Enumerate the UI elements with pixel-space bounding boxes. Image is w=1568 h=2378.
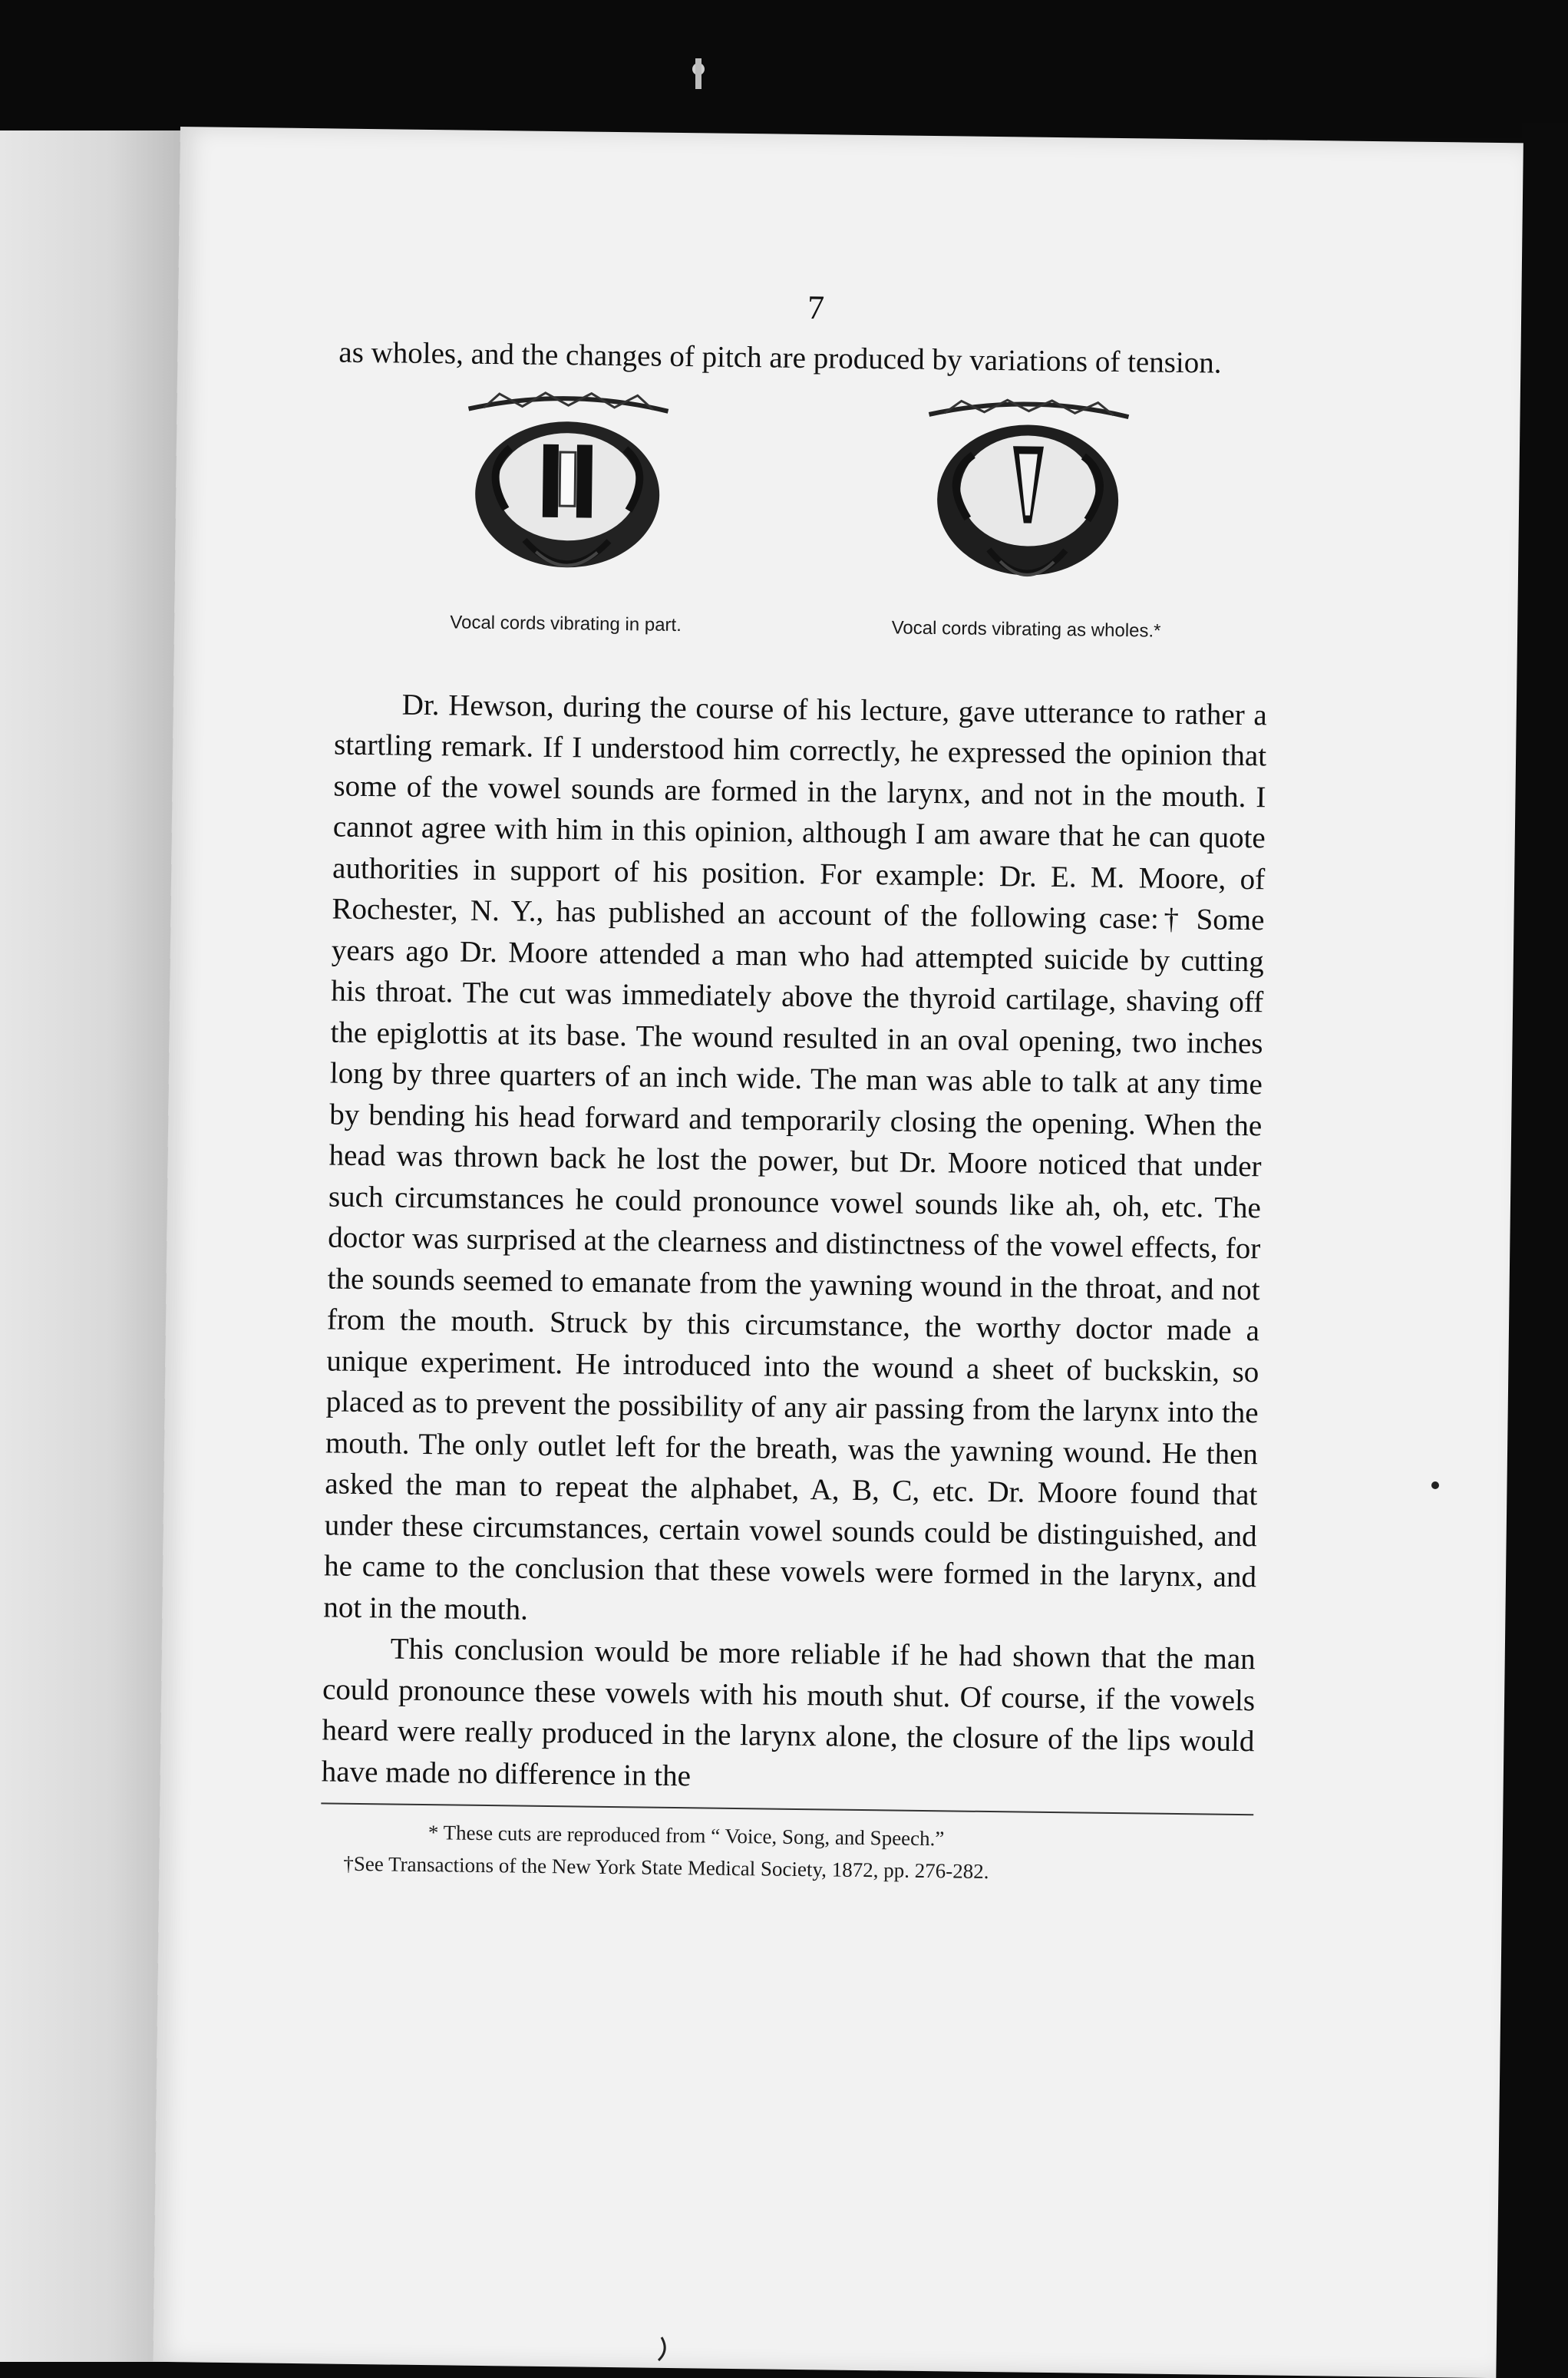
figure-caption-left: Vocal cords vibrating in part. [450, 611, 682, 636]
figure-caption-right: Vocal cords vibrating as wholes.* [891, 616, 1161, 642]
page-number: 7 [807, 289, 825, 327]
footnote-1: * These cuts are reproduced from “ Voice, Song, and Speech.” [427, 1821, 945, 1851]
body-paragraph-2: This conclusion would be more reliable if he had shown that the man could pronounce these vowels with his mouth shut. Of course, if the vowels heard were really produced in the larynx alone, the closure of the lips would have made no difference in the [321, 1632, 1256, 1792]
continuation-paragraph: as wholes, and the changes of pitch are produced by variations of tension. [338, 335, 1222, 380]
footnote-2: †See Transactions of the New York State Medical Society, 1872, pp. 276-282. [343, 1851, 989, 1884]
body-paragraph-1: Dr. Hewson, during the course of his lecture, gave utterance to rather a startling remark. If I understood him correctly, he expressed the opinion that some of the vowel sounds are formed in the larynx, and not in the mouth. I cannot agree with him in this opinion, although I am aware that he can quote authorities in support of his position. For example: Dr. E. M. Moore, of Rochester, N. Y., has published an account of the following case:† Some years ago Dr. Moore attended a man who had attempted suicide by cutting his throat. The cut was immediately above the thyroid cartilage, shaving off the epiglottis at its base. The wound resulted in an oval opening, two inches long by three quarters of an inch wide. The man was able to talk at any time by bending his head forward and temporarily closing the opening. When the head was thrown back he lost the power, but Dr. Moore noticed that under such circumstances he could pronounce vowel sounds like ah, oh, etc. The doctor was surprised at the clearness and distinctness of the vowel effects, for the sounds seemed to emanate from the yawning wound in the throat, and not from the mouth. Struck by this circumstance, the worthy doctor made a unique experiment. He introduced into the wound a sheet of buckskin, so placed as to prevent the possibility of any air passing from the larynx into the mouth. The only outlet left for the breath, was the yawning wound. He then asked the man to repeat the alphabet, A, B, C, etc. Dr. Moore found that under these circumstances, certain vowel sounds could be distinguished, and he came to the conclusion that these vowels were formed in the larynx, and not in the mouth. [323, 688, 1268, 1627]
